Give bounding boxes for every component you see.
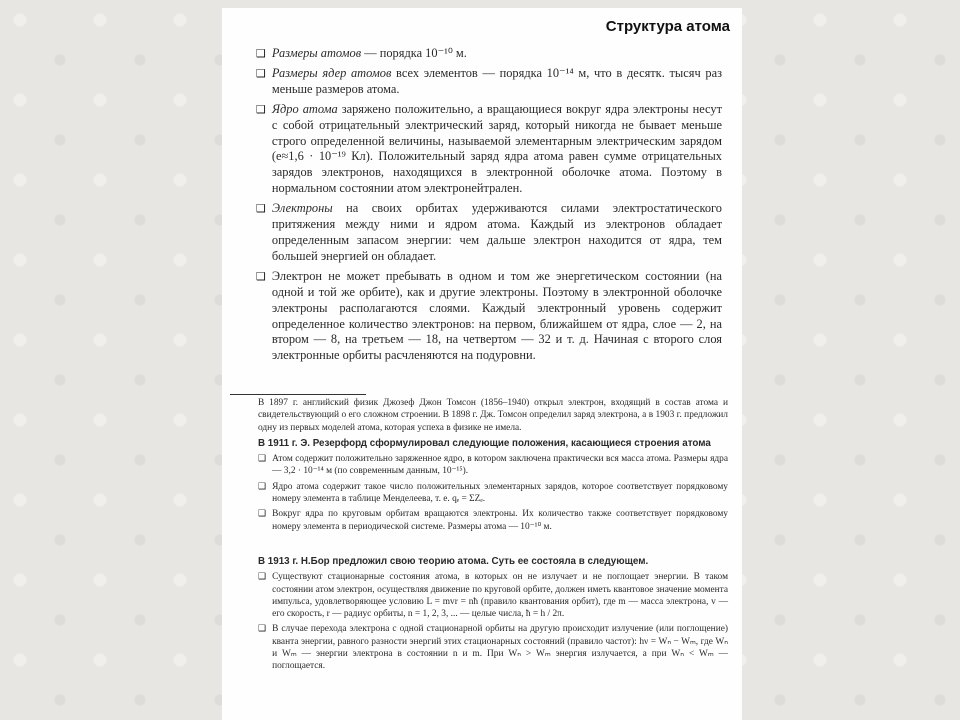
checkbox-bullet-icon: ❑ [258,624,267,635]
paragraph-atom-size: ❑ Размеры атомов — порядка 10⁻¹⁰ м. [256,46,467,60]
checkbox-bullet-icon: ❑ [258,509,267,520]
paragraph-electron-layers: ❑ Электрон не может пребывать в одном и том же энергетическом состоянии (на одной и той же орбите), как и другие электроны. Поэтому в электронной оболочке электроны располагаются слоями. Каждый электронный уровень содержит определенное количество электронов: на первом, ближайшем от ядра, слое — 2, на втором — 8, на третьем — 18, на четвертом — 32 и т. д. Начиная с второго слоя электронные орбиты расчленяются на подуровни. [256,268,722,363]
footnote-divider [230,394,366,395]
rutherford-item: ❑ Атом содержит положительно заряженное ядро, в котором заключена практически вся масса атома. Размеры ядра — 3,2 · 10⁻¹⁴ м (по современным данным, 10⁻¹⁵). [258,454,728,477]
main-text [256,46,722,368]
bohr-item: ❑ Существуют стационарные состояния атома, в которых он не излучает и не поглощает энергии. В таком состоянии атом электрон, осуществляя движение по круговой орбите, должен иметь квантовое значение момента импульса, удовлетворяющее условию L = mvr = nħ (правило квантования орбит), где m — масса электрона, v — его скорость, r — радиус орбиты, n = 1, 2, 3, ... — целые числа, ħ = h / 2π. [258,572,728,620]
checkbox-bullet-icon: ❑ [258,454,267,465]
checkbox-bullet-icon: ❑ [256,66,266,80]
thomson-paragraph: В 1897 г. английский физик Джозеф Джон Томсон (1856–1940) открыл электрон, входящий в состав атома и свидетельствующий о его сложном строении. В 1898 г. Дж. Томсон определил заряд электрона, а в 1903 г. предложил одну из первых моделей атома, которая успеха в физике не имела. [258,398,728,433]
checkbox-bullet-icon: ❑ [256,47,266,60]
checkbox-bullet-icon: ❑ [258,481,267,492]
paragraph-electrons: ❑ Электроны на своих орбитах удерживаются силами электростатического притяжения между ними и ядром атома. Каждый из электронов обладает определенным запасом энергии: чем дальше электрон находится от ядра, тем большей энергией он обладает. [256,201,722,263]
bohr-heading: В 1913 г. Н.Бор предложил свою теорию атома. Суть ее состояла в следующем. [258,555,649,567]
rutherford-heading: В 1911 г. Э. Резерфорд сформулировал следующие положения, касающиеся строения атома [258,437,711,449]
checkbox-bullet-icon: ❑ [256,202,266,216]
rutherford-item: ❑ Ядро атома содержит такое число положительных элементарных зарядов, которое соответствует порядковому номеру элемента в таблице Менделеева, т. е. qₑ = ΣZₑ. [258,481,728,505]
checkbox-bullet-icon: ❑ [258,572,267,583]
footnote-section [258,397,728,676]
checkbox-bullet-icon: ❑ [256,102,266,116]
paragraph-nucleus-size: ❑ Размеры ядер атомов всех элементов — порядка 10⁻¹⁴ м, что в десятк. тысяч раз меньше размеров атома. [256,65,722,96]
paragraph-nucleus-charge: ❑ Ядро атома заряжено положительно, а вращающиеся вокруг ядра электроны несут с собой отрицательный электрический заряд, который никогда не бывает меньше строго определенной величины, называемой элементарным электрическим зарядом (e≈1,6 · 10⁻¹⁹ Кл). Положительный заряд ядра атома равен сумме отрицательных зарядов электронов, находящихся в электронной оболочке атома. Поэтому в нормальном состоянии атом электронейтрален. [256,101,722,196]
rutherford-item: ❑ Вокруг ядра по круговым орбитам вращаются электроны. Их количество также соответствует порядковому номеру элемента в периодической системе. Размеры атома — 10⁻¹⁰ м. [258,509,728,532]
document-page [222,8,742,720]
page-title: Структура атома [605,18,730,35]
bohr-item: ❑ В случае перехода электрона с одной стационарной орбиты на другую происходит излучение (или поглощение) кванта энергии, равного разности энергий этих стационарных состояний (правило частот): hν = Wₙ − Wₘ, где Wₙ и Wₘ — энергии электрона в состоянии n и m. При Wₙ > Wₘ энергия излучается, а при Wₙ < Wₘ — поглощается. [258,624,728,672]
checkbox-bullet-icon: ❑ [256,269,266,283]
